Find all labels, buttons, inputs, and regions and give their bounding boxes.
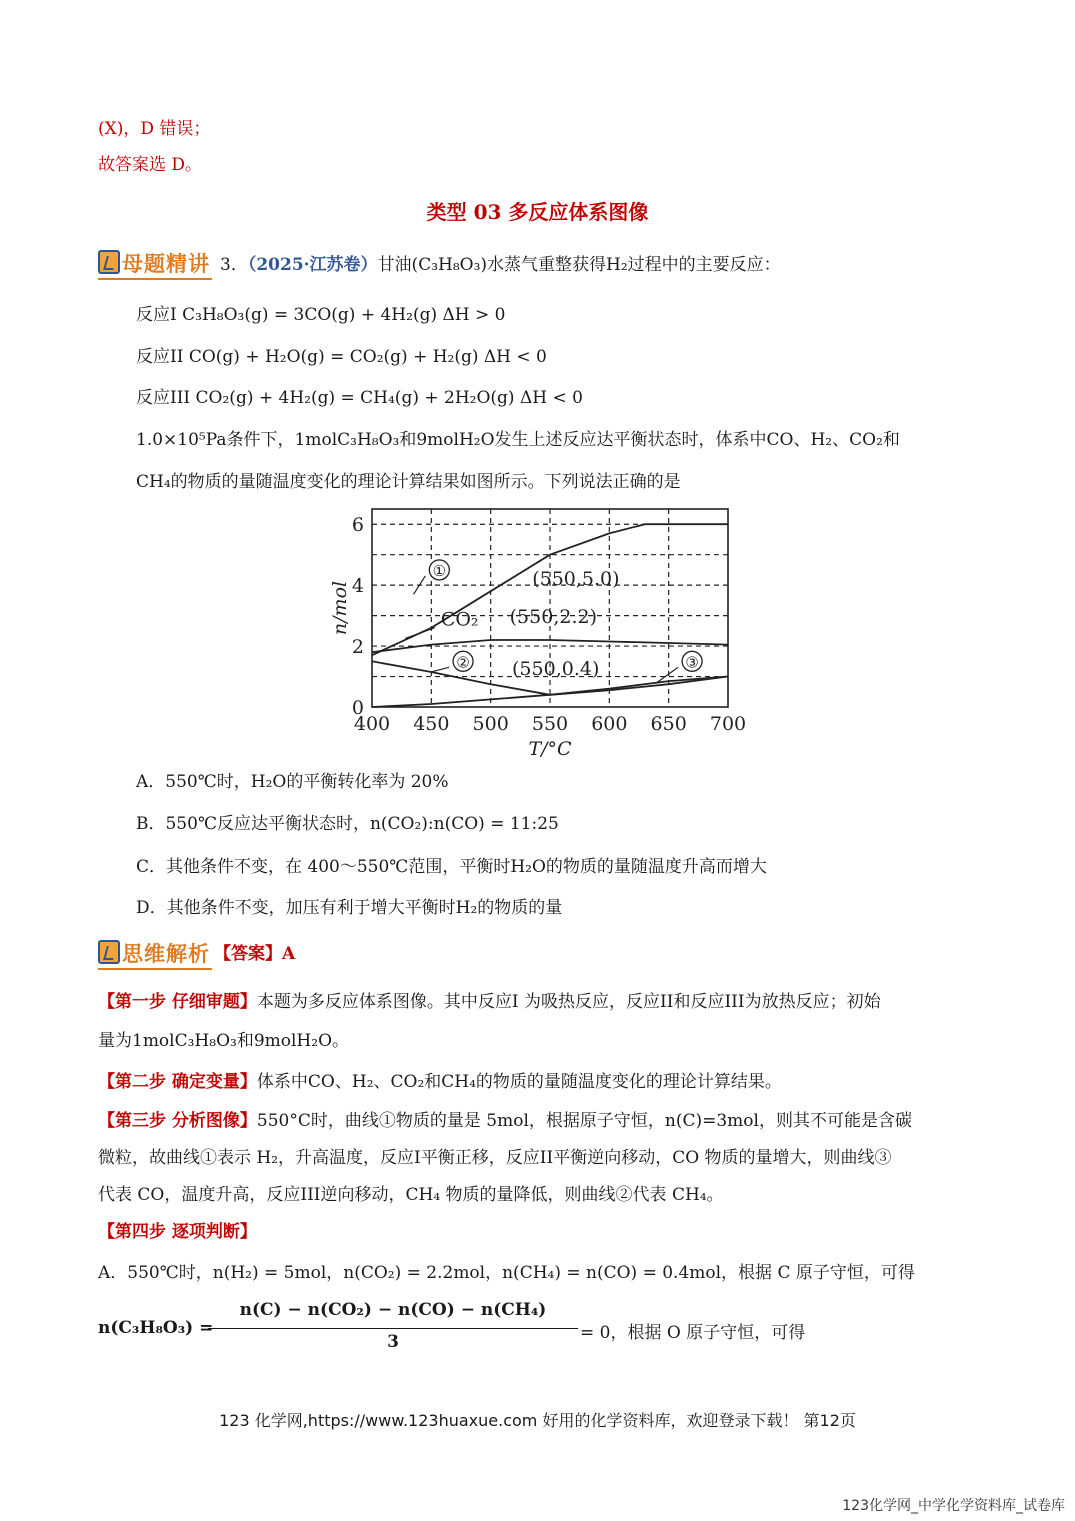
page-footer: 123 化学网,https://www.123huaxue.com 好用的化学资料库，欢迎登录下载！ 第12页 bbox=[219, 1411, 856, 1430]
step-1 bbox=[98, 991, 881, 1013]
x-axis-label: T/°C bbox=[528, 738, 572, 760]
answer-line bbox=[214, 943, 295, 965]
analysis-tag-label: 思维解析 bbox=[122, 942, 210, 966]
series-label: ③ bbox=[685, 653, 699, 672]
section-title: 类型 03 多反应体系图像 bbox=[426, 200, 649, 224]
step-2-label: 【第二步 确定变量】 bbox=[98, 1072, 257, 1092]
step-1-text: 本题为多反应体系图像。其中反应I 为吸热反应，反应II和反应III为放热反应；初始 bbox=[256, 992, 881, 1012]
fraction-rhs: = 0，根据 O 原子守恒，可得 bbox=[580, 1323, 806, 1343]
step-2 bbox=[98, 1071, 782, 1093]
answer-value: A bbox=[282, 944, 296, 964]
x-tick-label: 400 bbox=[353, 713, 391, 735]
fraction-lhs: n(C₃H₈O₃) = bbox=[98, 1318, 214, 1338]
analysis-tag bbox=[98, 938, 212, 970]
y-tick-label: 6 bbox=[351, 514, 364, 537]
option-b: B．550℃反应达平衡状态时，n(CO₂):n(CO) = 11:25 bbox=[136, 814, 559, 834]
series-label: ① bbox=[432, 561, 447, 580]
step-1-label: 【第一步 仔细审题】 bbox=[98, 992, 257, 1012]
point-annotation: (550,2.2) bbox=[509, 606, 598, 629]
step-3 bbox=[98, 1110, 912, 1132]
step-2-text: 体系中CO、H₂、CO₂和CH₄的物质的量随温度变化的理论计算结果。 bbox=[256, 1072, 782, 1092]
chart-svg bbox=[320, 495, 760, 760]
fraction-denominator: 3 bbox=[387, 1332, 399, 1352]
step-4-text: A．550℃时，n(H₂) = 5mol，n(CO₂) = 2.2mol，n(CH₄) = n(CO) = 0.4mol，根据 C 原子守恒，可得 bbox=[98, 1263, 915, 1283]
step-3-cont-2: 代表 CO，温度升高，反应III逆向移动，CH₄ 物质的量降低，则曲线②代表 CH₄。 bbox=[98, 1185, 724, 1205]
condition-line-1: 1.0×10⁵Pa条件下，1molC₃H₈O₃和9molH₂O发生上述反应达平衡状态时，体系中CO、H₂、CO₂和 bbox=[136, 430, 900, 450]
x-tick-label: 700 bbox=[709, 713, 747, 735]
question-tag-label: 母题精讲 bbox=[122, 252, 210, 276]
question-intro-text: 甘油(C₃H₈O₃)水蒸气重整获得H₂过程中的主要反应： bbox=[377, 255, 781, 275]
site-watermark: 123化学网_中学化学资料库_试卷库 bbox=[842, 1498, 1065, 1514]
reaction-3: 反应III CO₂(g) + 4H₂(g) = CH₄(g) + 2H₂O(g) ΔH < 0 bbox=[136, 388, 583, 408]
x-tick-label: 550 bbox=[531, 713, 569, 735]
series-label: ② bbox=[456, 653, 470, 672]
step-3-cont: 微粒，故曲线①表示 H₂，升高温度，反应I平衡正移，反应II平衡逆向移动，CO 物质的量增大，则曲线③ bbox=[98, 1148, 892, 1168]
series-leader-line bbox=[414, 576, 426, 594]
x-tick-label: 650 bbox=[650, 713, 687, 735]
notebook-icon bbox=[98, 940, 120, 964]
series-leader-line bbox=[431, 667, 449, 672]
reaction-2: 反应II CO(g) + H₂O(g) = CO₂(g) + H₂(g) ΔH < 0 bbox=[136, 347, 547, 367]
x-tick-label: 450 bbox=[413, 713, 450, 735]
point-annotation: (550,5.0) bbox=[532, 568, 620, 591]
series-leader-line bbox=[405, 628, 435, 639]
option-a: A．550℃时，H₂O的平衡转化率为 20% bbox=[136, 772, 449, 792]
answer-label: 【答案】 bbox=[214, 944, 282, 964]
prev-answer-conclusion: 故答案选 D。 bbox=[98, 155, 203, 175]
question-source: （2025·江苏卷） bbox=[247, 255, 378, 275]
x-tick-label: 500 bbox=[472, 713, 509, 735]
question-number: 3． bbox=[220, 255, 248, 275]
y-axis-label: n/mol bbox=[329, 580, 351, 636]
condition-line-2: CH₄的物质的量随温度变化的理论计算结果如图所示。下列说法正确的是 bbox=[136, 472, 681, 492]
question-tag bbox=[98, 248, 212, 280]
point-annotation: (550,0.4) bbox=[512, 658, 600, 681]
y-tick-label: 0 bbox=[351, 697, 364, 719]
question-intro bbox=[220, 254, 781, 276]
y-tick-label: 2 bbox=[351, 636, 364, 659]
step-3-label: 【第三步 分析图像】 bbox=[98, 1111, 257, 1131]
notebook-icon bbox=[98, 250, 120, 274]
prev-answer-line: (X)，D 错误； bbox=[98, 119, 211, 139]
option-d: D．其他条件不变，加压有利于增大平衡时H₂的物质的量 bbox=[136, 898, 563, 918]
series-label-co2: CO₂ bbox=[440, 608, 479, 631]
equilibrium-chart bbox=[320, 495, 760, 760]
option-c: C．其他条件不变，在 400～550℃范围，平衡时H₂O的物质的量随温度升高而增大 bbox=[136, 857, 767, 877]
fraction-numerator: n(C) − n(CO₂) − n(CO) − n(CH₄) bbox=[239, 1300, 547, 1320]
step-3-text: 550°C时，曲线①物质的量是 5mol，根据原子守恒，n(C)=3mol，则其不可能是含碳 bbox=[256, 1111, 912, 1131]
fraction-bar bbox=[208, 1328, 578, 1329]
x-tick-label: 600 bbox=[591, 713, 628, 735]
step-1-cont: 量为1molC₃H₈O₃和9molH₂O。 bbox=[98, 1031, 350, 1051]
y-tick-label: 4 bbox=[351, 575, 364, 598]
step-4-label: 【第四步 逐项判断】 bbox=[98, 1222, 257, 1242]
reaction-1: 反应I C₃H₈O₃(g) = 3CO(g) + 4H₂(g) ΔH > 0 bbox=[136, 305, 506, 325]
